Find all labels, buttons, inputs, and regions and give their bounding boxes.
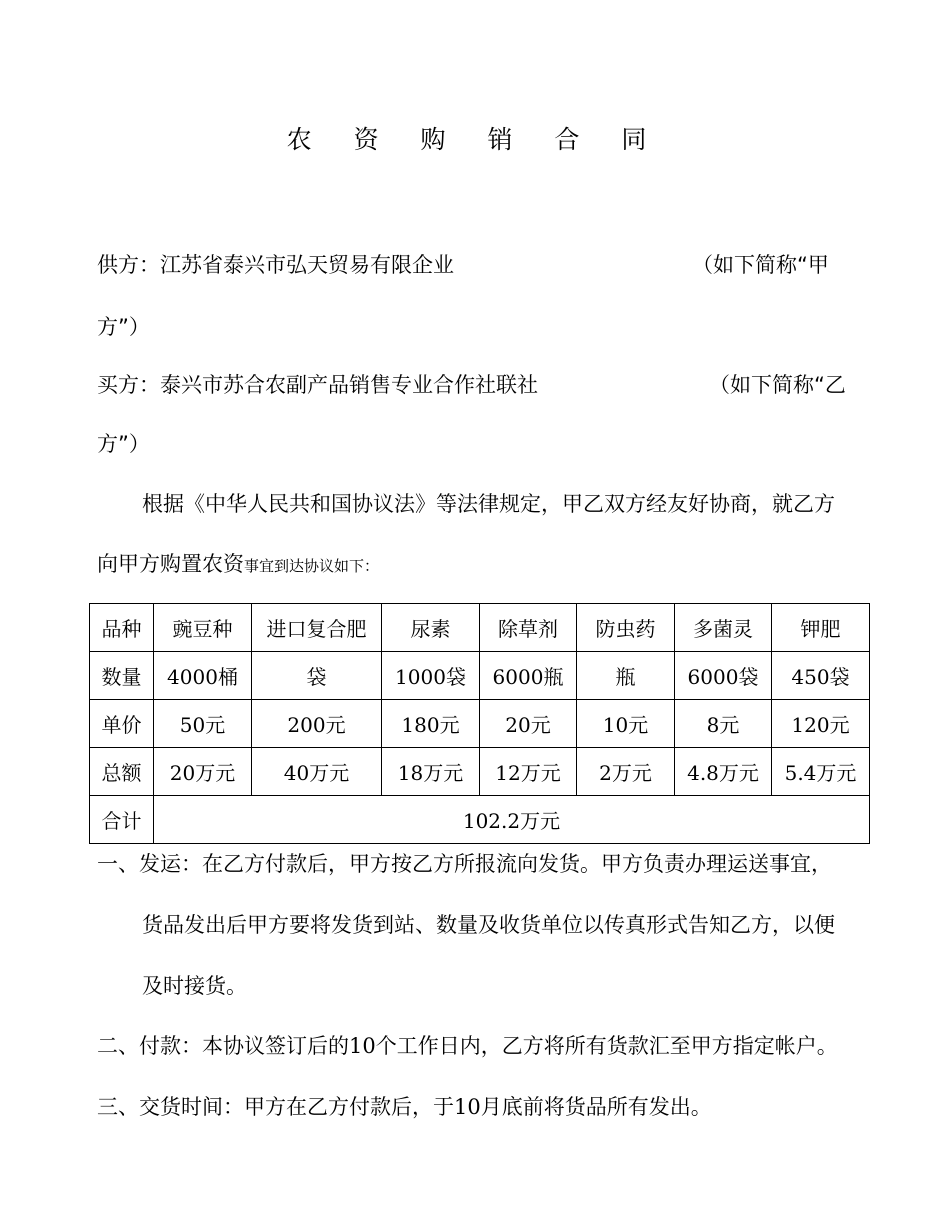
table-cell: 袋	[252, 652, 382, 700]
table-cell: 10元	[577, 700, 675, 748]
clause-1-line3: 及时接货。	[142, 974, 247, 998]
table-cell: 50元	[154, 700, 252, 748]
preamble-main: 向甲方购置农资	[97, 552, 244, 576]
table-cell: 4.8万元	[675, 748, 772, 796]
table-row-unit-price	[90, 700, 870, 748]
table-cell: 数量	[90, 652, 154, 700]
preamble-small: 事宜到达协议如下：	[244, 557, 380, 575]
table-cell: 单价	[90, 700, 154, 748]
clause-1-line2: 货品发出后甲方要将发货到站、数量及收货单位以传真形式告知乙方，以便	[142, 913, 835, 937]
seller-name: 江苏省泰兴市弘天贸易有限企业	[160, 253, 454, 277]
table-cell: 6000袋	[675, 652, 772, 700]
table-row-quantity	[90, 652, 870, 700]
contract-title: 农 资 购 销 合 同	[286, 125, 664, 154]
table-cell: 进口复合肥	[252, 604, 382, 652]
table-cell: 瓶	[577, 652, 675, 700]
table-cell: 豌豆种	[154, 604, 252, 652]
table-cell: 12万元	[480, 748, 577, 796]
table-cell: 品种	[90, 604, 154, 652]
table-cell: 200元	[252, 700, 382, 748]
seller-alias-cont: 方”）	[97, 315, 150, 339]
clause-2: 二、付款：本协议签订后的10个工作日内，乙方将所有货款汇至甲方指定帐户。	[97, 1034, 838, 1058]
table-cell: 2万元	[577, 748, 675, 796]
table-cell: 180元	[382, 700, 480, 748]
table-cell: 除草剂	[480, 604, 577, 652]
buyer-line	[97, 369, 538, 399]
buyer-alias: （如下简称“乙	[709, 373, 846, 397]
seller-alias: （如下简称“甲	[692, 253, 829, 277]
table-cell: 18万元	[382, 748, 480, 796]
table-cell: 5.4万元	[772, 748, 870, 796]
seller-label: 供方：	[97, 253, 160, 277]
buyer-name: 泰兴市苏合农副产品销售专业合作社联社	[160, 373, 538, 397]
clause-3: 三、交货时间：甲方在乙方付款后，于10月底前将货品所有发出。	[97, 1095, 712, 1119]
table-row-total	[90, 796, 870, 844]
table-cell: 120元	[772, 700, 870, 748]
table-cell: 4000桶	[154, 652, 252, 700]
clause-1-line1: 一、发运：在乙方付款后，甲方按乙方所报流向发货。甲方负责办理运送事宜，	[97, 852, 832, 876]
preamble-line2	[97, 548, 379, 578]
table-cell: 20元	[480, 700, 577, 748]
table-cell: 防虫药	[577, 604, 675, 652]
total-value-cell: 102.2万元	[154, 796, 870, 844]
seller-line	[97, 249, 454, 279]
table-cell: 450袋	[772, 652, 870, 700]
table-cell: 40万元	[252, 748, 382, 796]
table-cell: 8元	[675, 700, 772, 748]
preamble-line1: 根据《中华人民共和国协议法》等法律规定，甲乙双方经友好协商，就乙方	[142, 492, 835, 516]
table-cell: 总额	[90, 748, 154, 796]
table-cell: 6000瓶	[480, 652, 577, 700]
table-cell: 20万元	[154, 748, 252, 796]
table-row-amount	[90, 748, 870, 796]
table-cell: 1000袋	[382, 652, 480, 700]
table-cell: 多菌灵	[675, 604, 772, 652]
table-cell: 钾肥	[772, 604, 870, 652]
table-row-variety	[90, 604, 870, 652]
goods-table	[89, 603, 870, 844]
buyer-alias-cont: 方”）	[97, 432, 150, 456]
buyer-label: 买方：	[97, 373, 160, 397]
table-cell: 尿素	[382, 604, 480, 652]
total-label-cell: 合计	[90, 796, 154, 844]
